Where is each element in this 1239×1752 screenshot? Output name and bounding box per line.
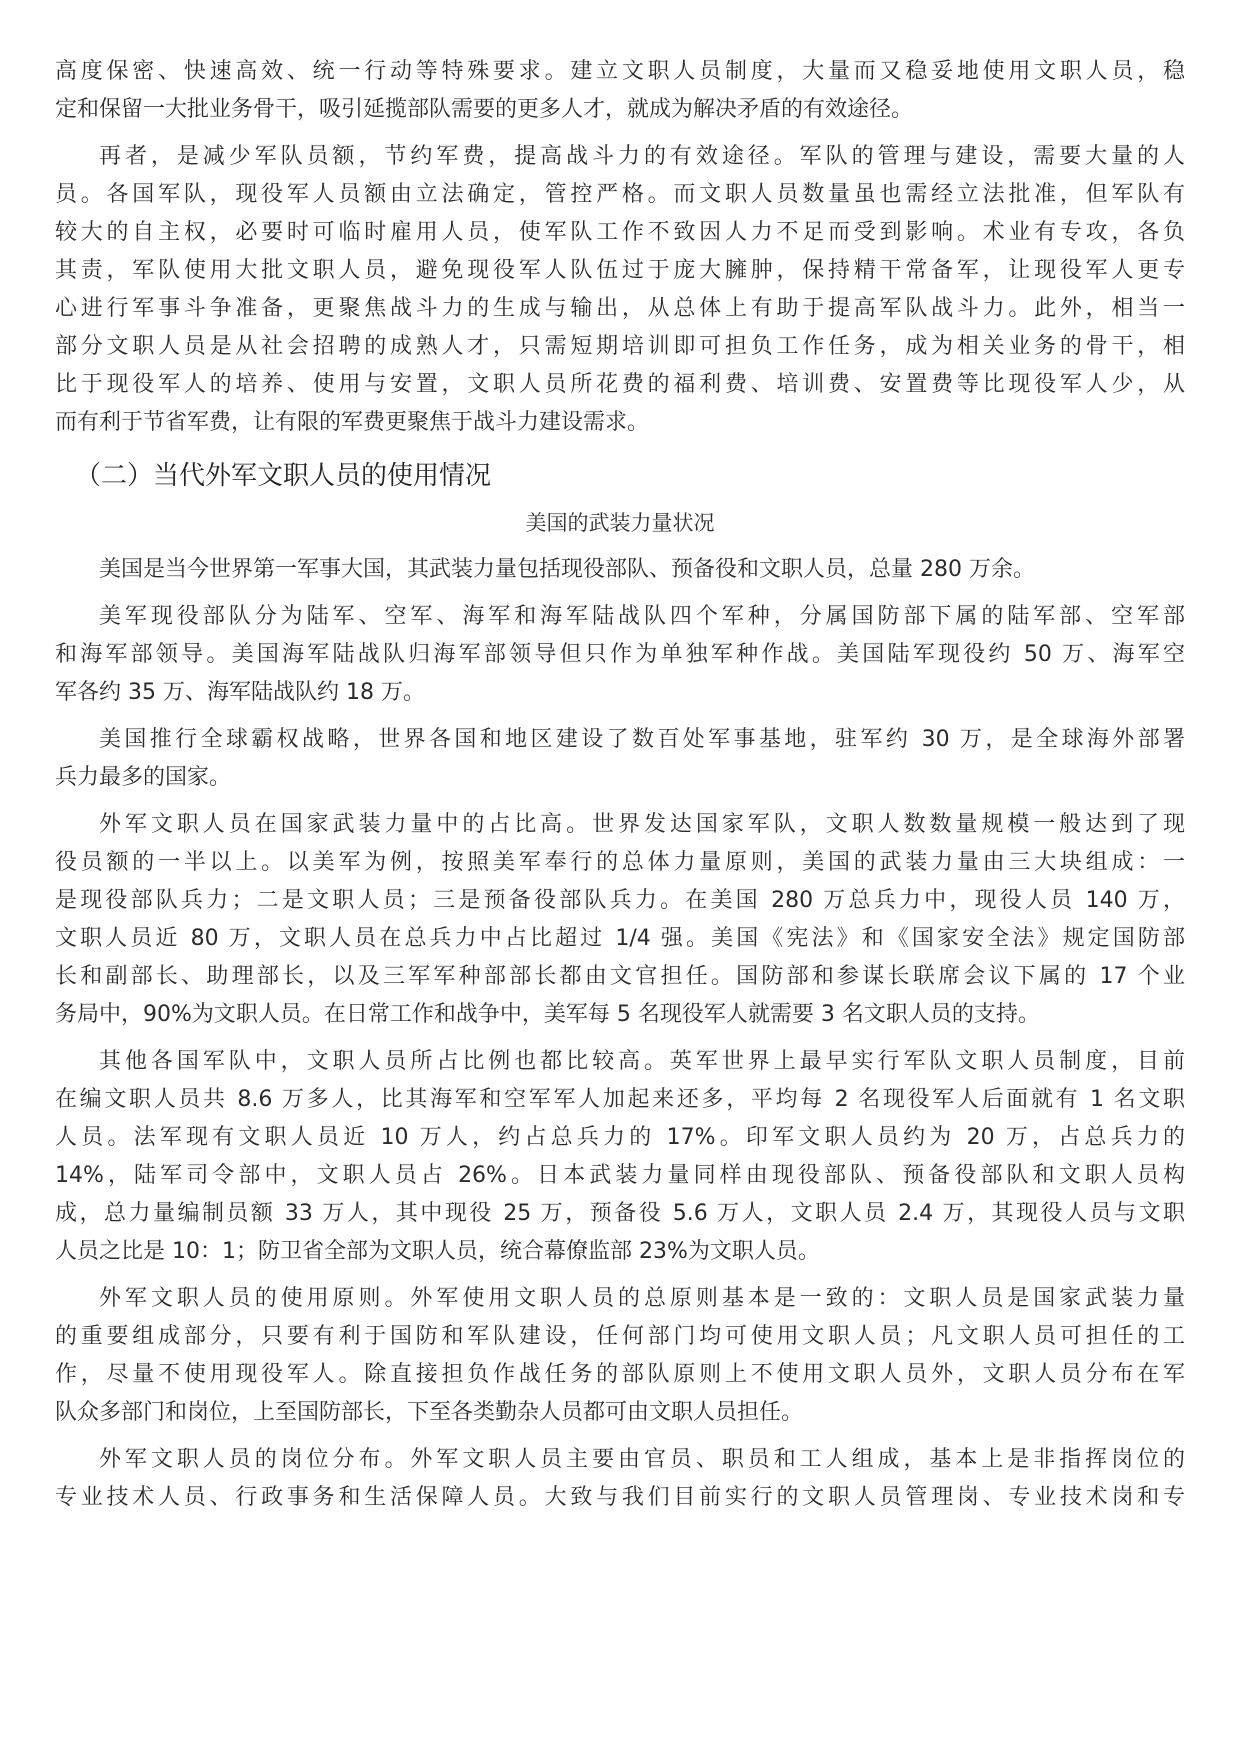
- text-line: 美国推行全球霸权战略，世界各国和地区建设了数百处军事基地，驻军约 30 万，是全球海外部署: [99, 727, 1185, 752]
- text-line: 在编文职人员共 8.6 万多人，比其海军和空军军人加起来还多，平均每 2 名现役军人后面就有 1 名文职: [55, 1087, 1185, 1112]
- section-heading: （二）当代外军文职人员的使用情况: [75, 461, 492, 491]
- text-line: 人员。法军现有文职人员近 10 万人，约占总兵力的 17%。印军文职人员约为 20 万，占总兵力的: [55, 1125, 1185, 1150]
- paragraph: [55, 598, 1185, 712]
- text-line: 美国是当今世界第一军事大国，其武装力量包括现役部队、预备役和文职人员，总量 280 万余。: [99, 557, 1035, 582]
- text-line: 成，总力量编制员额 33 万人，其中现役 25 万，预备役 5.6 万人，文职人员 2.4 万，其现役人员与文职: [55, 1201, 1185, 1226]
- text-line: 而有利于节省军费，让有限的军费更聚焦于战斗力建设需求。: [55, 410, 650, 435]
- text-line: 务局中，90%为文职人员。在日常工作和战争中，美军每 5 名现役军人就需要 3 名文职人员的支持。: [55, 1002, 1040, 1027]
- text-line: 文职人员近 80 万，文职人员在总兵力中占比超过 1/4 强。美国《宪法》和《国家安全法》规定国防部: [55, 926, 1185, 951]
- paragraph: [55, 721, 1185, 797]
- text-line: 和海军部领导。美国海军陆战队归海军部领导但只作为单独军种作战。美国陆军现役约 50 万、海军空: [55, 642, 1185, 667]
- text-line: 部分文职人员是从社会招聘的成熟人才，只需短期培训即可担负工作任务，成为相关业务的骨干，相: [55, 334, 1185, 359]
- text-line: 员。各国军队，现役军人员额由立法确定，管控严格。而文职人员数量虽也需经立法批准，但军队有: [55, 182, 1185, 207]
- paragraph: [55, 551, 1185, 589]
- text-line: 作，尽量不使用现役军人。除直接担负作战任务的部队原则上不使用文职人员外，文职人员分布在军: [55, 1362, 1185, 1387]
- text-line: 其他各国军队中，文职人员所占比例也都比较高。英军世界上最早实行军队文职人员制度，目前: [99, 1049, 1185, 1074]
- text-line: 的重要组成部分，只要有利于国防和军队建设，任何部门均可使用文职人员；凡文职人员可担任的工: [55, 1324, 1185, 1349]
- text-line: 役员额的一半以上。以美军为例，按照美军奉行的总体力量原则，美国的武装力量由三大块组成：一: [55, 850, 1185, 875]
- text-line: 再者，是减少军队员额，节约军费，提高战斗力的有效途径。军队的管理与建设，需要大量的人: [99, 144, 1185, 169]
- text-line: 外军文职人员在国家武装力量中的占比高。世界发达国家军队，文职人数数量规模一般达到了现: [99, 812, 1185, 837]
- text-line: 专业技术人员、行政事务和生活保障人员。大致与我们目前实行的文职人员管理岗、专业技术岗和专: [55, 1485, 1185, 1510]
- text-line: 比于现役军人的培养、使用与安置，文职人员所花费的福利费、培训费、安置费等比现役军人少，从: [55, 372, 1185, 397]
- paragraph: [55, 138, 1185, 442]
- document-page: [55, 53, 1185, 1526]
- text-line: 高度保密、快速高效、统一行动等特殊要求。建立文职人员制度，大量而又稳妥地使用文职人员，稳: [55, 59, 1185, 84]
- paragraph: [55, 1441, 1185, 1517]
- text-line: 较大的自主权，必要时可临时雇用人员，使军队工作不致因人力不足而受到影响。术业有专攻，各负: [55, 220, 1185, 245]
- text-line: 其责，军队使用大批文职人员，避免现役军人队伍过于庞大臃肿，保持精干常备军，让现役军人更专: [55, 258, 1185, 283]
- text-line: 定和保留一大批业务骨干，吸引延揽部队需要的更多人才，就成为解决矛盾的有效途径。: [55, 97, 914, 122]
- text-line: 外军文职人员的岗位分布。外军文职人员主要由官员、职员和工人组成，基本上是非指挥岗位的: [99, 1447, 1185, 1472]
- text-line: 队众多部门和岗位，上至国防部长，下至各类勤杂人员都可由文职人员担任。: [55, 1400, 804, 1425]
- text-line: 人员之比是 10：1；防卫省全部为文职人员，统合幕僚监部 23%为文职人员。: [55, 1239, 820, 1264]
- text-line: 长和副部长、助理部长，以及三军军种部部长都由文官担任。国防部和参谋长联席会议下属的 17 个业: [55, 964, 1185, 989]
- text-line: 14%，陆军司令部中，文职人员占 26%。日本武装力量同样由现役部队、预备役部队和文职人员构: [55, 1163, 1185, 1188]
- text-line: 是现役部队兵力；二是文职人员；三是预备役部队兵力。在美国 280 万总兵力中，现役人员 140 万，: [55, 888, 1185, 913]
- paragraph: [55, 1043, 1185, 1271]
- paragraph: [55, 53, 1185, 129]
- text-line: 美军现役部队分为陆军、空军、海军和海军陆战队四个军种，分属国防部下属的陆军部、空军部: [99, 604, 1185, 629]
- text-line: 兵力最多的国家。: [55, 765, 232, 790]
- paragraph: [55, 1280, 1185, 1432]
- text-line: 军各约 35 万、海军陆战队约 18 万。: [55, 680, 425, 705]
- section-subtitle: 美国的武装力量状况: [525, 511, 715, 535]
- text-line: 心进行军事斗争准备，更聚焦战斗力的生成与输出，从总体上有助于提高军队战斗力。此外，相当一: [55, 296, 1185, 321]
- text-line: 外军文职人员的使用原则。外军使用文职人员的总原则基本是一致的：文职人员是国家武装力量: [99, 1286, 1185, 1311]
- paragraph: [55, 806, 1185, 1034]
